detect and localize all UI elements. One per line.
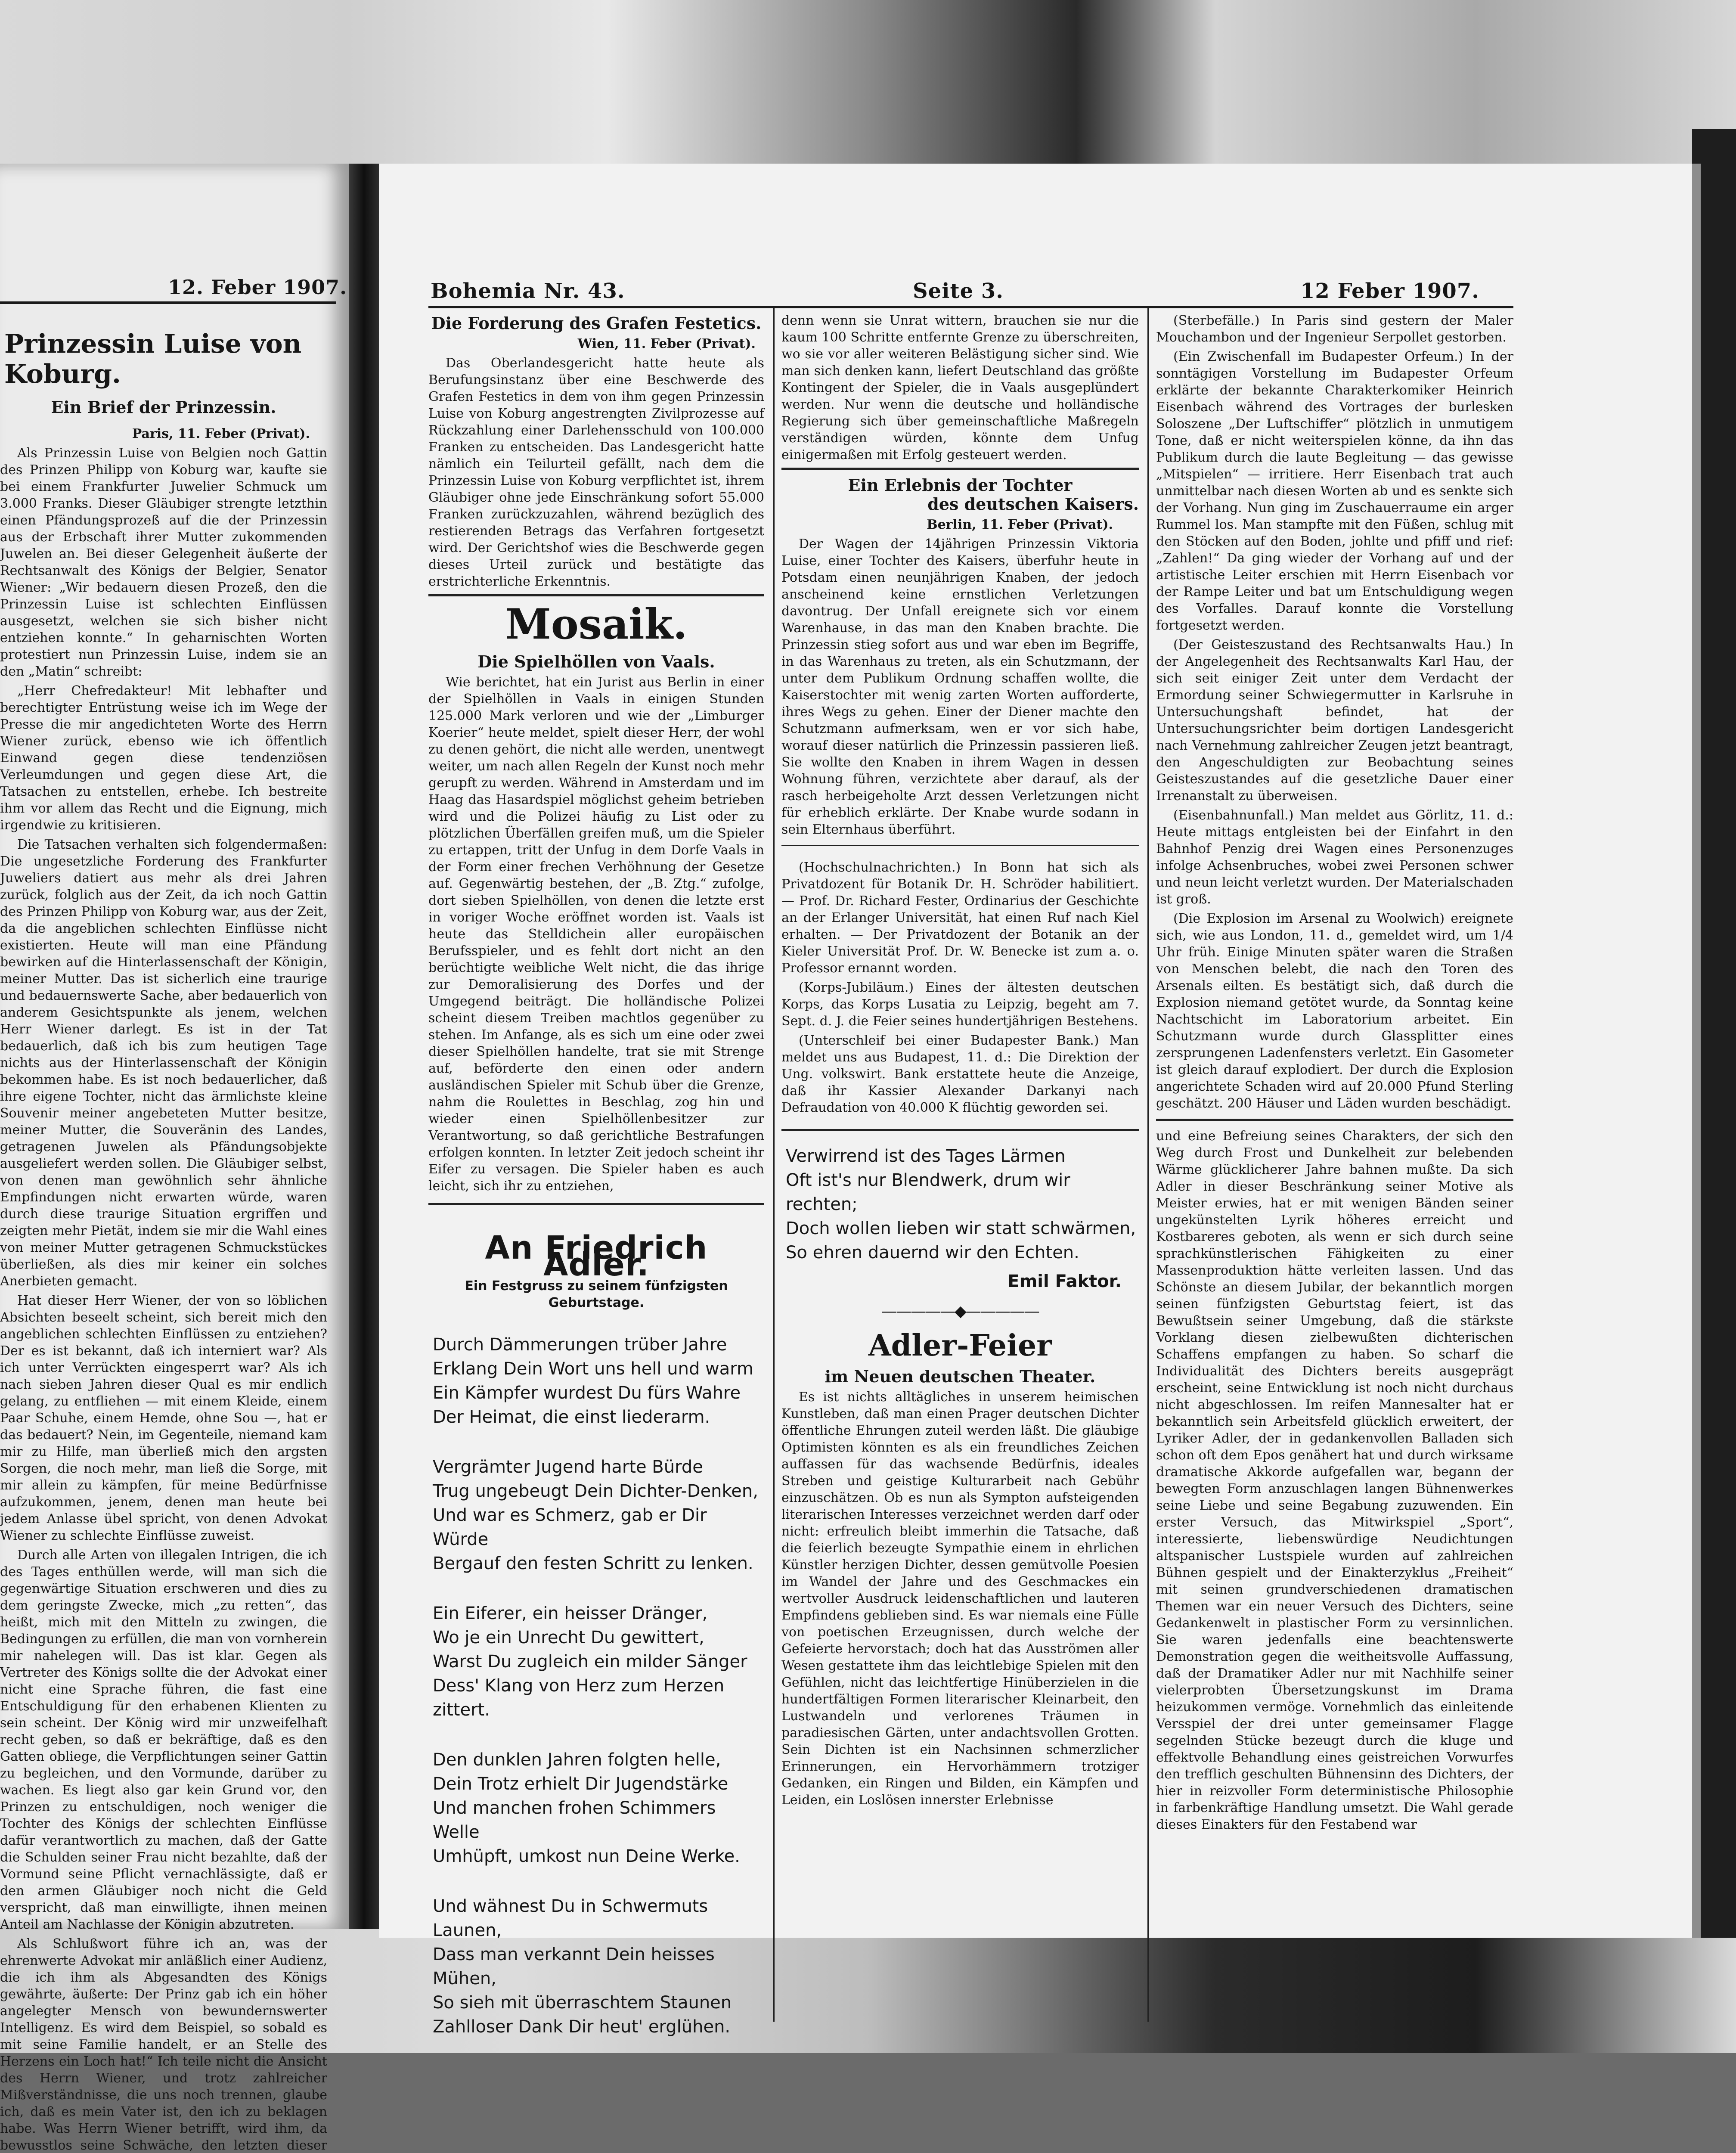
notice-eisenbahn: (Eisenbahnunfall.) Man meldet aus Görlitz, 11. d.: Heute mittags entgleisten bei der Einfahrt in den Bahnhof Penzig drei Wagen eines Personenzuges infolge Achsenbruches, wobei zwei Personen schwer und neun leicht verletzt wurden. Der Materialschaden ist groß. — [1156, 808, 1513, 907]
adler-continued: und eine Befreiung seines Charakters, der sich den Weg durch Frost und Dunkelheit zur belebenden Wärme glücklicherer Jahre bahnen mußte. Da sich Adler in dieser Beschränkung seiner Motive als Meister erwies, hat er mit wenigen Bänden seiner ungekünstelten Lyrik höheres erreicht und Kostbareres geboten, als wenn er sich durch seine sprachkünstlerischen Fähigkeiten zu einer Massenproduktion hätte verleiten lassen. Und das Schönste an diesem Jubilar, der bekanntlich morgen seinen fünfzigsten Geburtstag feiert, ist das Bewußtsein seiner Umgebung, daß die stärkste Vorklang diesen zielbewußten dichterischen Schaffens empfangen zu haben. So scharf die Individualität des Dichters bereits ausgeprägt erscheint, seine Entwicklung ist noch nicht durchaus nicht abgeschlossen. Im reifen Mannesalter hat er bekanntlich sein Arbeitsfeld glücklich erweitert, der Lyriker Adler, der in gedankenvollen Balladen sich schon oft dem Epos genähert hat und durch wirksame dramatische Akkorde aufgefallen war, begann der bewegten Form anzuschlagen langen Bühnenwerkes seine Liebe und seine Begabung zuzuwenden. Ein erster Versuch, das Mitwirkspiel „Sport“, interessierte, liebenswürdige Neudichtungen altspanischer Lustspiele wurden auf zahlreichen Bühnen gespielt und der Einakterzyklus „Freiheit“ mit seinen grundverschiedenen dramatischen Themen war ein neuer Versuch des Dichters, seine Gedankenwelt in plastischer Form zu versinnlichen. Sie waren jedenfalls eine beachtenswerte Demonstration gegen die weitheitsvolle Auffassung, daß der Dramatiker Adler nur mit Nachhilfe seiner vielerprobten Übersetzungskunst im Drama heizukommen vermöge. Vornehmlich das einleitende Versspiel der drei unter gemeinsamer Flagge segelnden Stücke bezeugt durch die kluge und effektvolle Behandlung eines geistreichen Vorwurfes den trefflich geschulten Bühnensinn des Dichters, der hier in reizvoller Form deterministische Philosophie in farbenkräftige Handlung umsetzt. Die Wahl gerade dieses Einakters für den Festabend war — [1156, 1129, 1513, 1832]
adler-title: Adler-Feier — [868, 1328, 1052, 1363]
poem-line: Trug ungebeugt Dein Dichter-Denken, — [433, 1481, 758, 1501]
notice-sterbefaelle: (Sterbefälle.) In Paris sind gestern der Maler Mouchambon und der Ingenieur Serpollet gestorben. — [1156, 313, 1513, 345]
section-rule — [428, 1203, 764, 1205]
column-rule-2 — [1147, 308, 1149, 2022]
poem-line: Ein Kämpfer wurdest Du fürs Wahre — [433, 1383, 741, 1403]
poem-line: Bergauf den festen Schritt zu lenken. — [433, 1554, 753, 1573]
poem-line: Vergrämter Jugend harte Bürde — [433, 1457, 703, 1477]
mosaik-title: Mosaik. — [505, 600, 688, 648]
header-rule — [428, 306, 1513, 308]
section-rule — [1156, 1119, 1513, 1121]
poem-line: Umhüpft, umkost nun Deine Werke. — [433, 1846, 740, 1866]
poem-line: Und manchen frohen Schimmers Welle — [433, 1798, 716, 1842]
poem-stanza — [433, 1601, 764, 1722]
poem-line: Doch wollen lieben wir statt schwärmen, — [786, 1219, 1136, 1238]
kaiser-dateline: Berlin, 11. Feber (Privat). — [927, 517, 1113, 532]
section-rule — [781, 468, 1139, 470]
kaiser-title-line2: des deutschen Kaisers. — [927, 494, 1139, 514]
notice-unterschleif: (Unterschleif bei einer Budapester Bank.) Man meldet uns aus Budapest, 11. d.: Die Direktion der Ung. volkswirt. Bank erstattete heute die Anzeige, daß ihr Kassier Alexander Darkanyi nach Defraudation von 40.000 K flüchtig geworden sei. — [781, 1033, 1139, 1115]
notice-hochschule: (Hochschulnachrichten.) In Bonn hat sich als Privatdozent für Botanik Dr. H. Schröder habilitiert. — Prof. Dr. Richard Fester, Ordinarius der Geschichte an der Erlanger Universität, hat einen Ruf nach Kiel erhalten. — Der Privatdozent der Botanik an der Kieler Universität Prof. Dr. W. Benecke ist zum a. o. Professor ernannt worden. — [781, 860, 1139, 976]
poem-line: Den dunklen Jahren folgten helle, — [433, 1750, 721, 1770]
poem-line: Der Heimat, die einst liederarm. — [433, 1407, 710, 1427]
poem-line: Dass man verkannt Dein heisses Mühen, — [433, 1945, 715, 1989]
notice-zwischenfall: (Ein Zwischenfall im Budapester Orfeum.) In der sonntägigen Vorstellung im Budapester Orfeum erklärte der bekannte Charakterkomiker Heinrich Eisenbach während des Vortrages der burlesken Soloszene „Der Luftschiffer“ plötzlich in unmutigem Tone, daß er nicht weiterspielen könne, da ihn das Publikum durch die laute Begleitung — das gewisse „Mitspielen“ — irritiere. Herr Eisenbach trat auch unmittelbar nach diesen Worten ab und es senkte sich der Vorhang. Nun ging im Zuschauerraume ein arger Rummel los. Man stampfte mit den Füßen, schlug mit den Stöcken auf den Boden, johlte und pfiff und rief: „Zahlen!“ Da ging wieder der Vorhang auf und der artistische Leiter erschien mit Herrn Eisenbach vor der Rampe Leiter und bat um Entschuldigung wegen des Vorfalles. Darauf konnte die Vorstellung fortgesetzt werden. — [1156, 349, 1513, 633]
left-paragraph: Durch alle Arten von illegalen Intrigen, die ich des Tages enthüllen werde, will man sich die gegenwärtige Situation erschweren und dies zu dem geringste Zwecke, mich „zu retten“, das heißt, mich mit den Mitteln zu zwingen, die Bedingungen zu erfüllen, die man von vornherein mir nahelegen will. Das ist klar. Gegen als Vertreter des Königs sollte die der Advokat einer nicht eine Sprache führen, die fast eine Entschuldigung für den erhabenen Klienten zu sein scheint. Der König wird mir unzweifelhaft recht geben, so daß er bekräftige, daß es den Gatten obliege, die Verpflichtungen seiner Gattin zu begleichen, und den Vormunde, darüber zu wachen. Es liegt also gar kein Grund vor, den Prinzen zu entschuldigen, noch weniger die Tochter des Königs der schlechten Einflüsse dafür verantwortlich zu machen, daß der Gatte die Schulden seiner Frau nicht bezahlte, daß der Vormund seine Pflicht vernachlässigte, daß er den armen Gläubiger noch nicht die Geld verspricht, daß man einwilligte, ihnen meinen Anteil am Nachlasse der Königin abzutreten. — [0, 1548, 327, 1932]
poem-stanza — [433, 1455, 764, 1576]
left-header-rule — [0, 301, 336, 304]
poem-stanza — [433, 1894, 764, 2039]
page-edge — [1692, 164, 1701, 1938]
poem-subtitle: Ein Festgruss zu seinem fünfzigsten Geburtstage. — [465, 1278, 728, 1310]
left-paragraph: Hat dieser Herr Wiener, der von so löblichen Absichten beseelt scheint, sich bereit mich den angeblichen schlechten Einflüssen zu entziehen? Der es ist bekannt, daß ich interniert war? Als ich unter Verrückten eingesperrt war? Als ich nach sieben Jahren dieser Qual es mir endlich gelang, zu entfliehen — mit einem Kleide, einem Paar Schuhe, einem Hemde, ohne Sou —, hat er das bedauert? Nein, im Gegenteile, niemand kam mir zu Hilfe, man überließ mich den argsten Sorgen, die noch mehr, man ließ die Sorge, mit mir allein zu kämpfen, für meine Bedürfnisse aufzukommen, jenem, denen man heute bei jedem Anlasse übel spricht, von denen Advokat Wiener zu schlechte Einflüsse zuweist. — [0, 1293, 327, 1543]
poem-stanza — [433, 1748, 764, 1868]
left-page — [0, 164, 349, 2153]
book-gutter — [349, 164, 379, 1929]
mosaik-continued: denn wenn sie Unrat wittern, brauchen sie nur die kaum 100 Schritte entfernte Grenze zu überschreiten, wo sie vor aller weiteren Belästigung sicher sind. Wie man sich denken kann, liefert Deutschland das größte Kontingent der Spieler, die in Vaals ausgeplündert werden. Nur wenn die deutsche und holländische Regierung sich über gemeinschaftliche Maßregeln verständigen würden, könnte dem Unfug einigermaßen mit Erfolg gesteuert werden. — [781, 313, 1139, 462]
notice-rule — [781, 845, 1139, 846]
poem-line: Wo je ein Unrecht Du gewittert, — [433, 1628, 704, 1647]
poem-line: Ein Eiferer, ein heisser Dränger, — [433, 1604, 708, 1623]
poem-final-verse — [786, 1144, 1139, 1265]
left-paragraph: Als Prinzessin Luise von Belgien noch Gattin des Prinzen Philipp von Koburg war, kaufte sie bei einem Frankfurter Juwelier Schmuck um 3.000 Franks. Dieser Gläubiger strengte letzthin einen Pfändungsprozeß auf die der Prinzessin aus der Erbschaft ihrer Mutter zukommenden Juwelen an. Bei dieser Gelegenheit äußerte der Rechtsanwalt des Königs der Belgier, Senator Wiener: „Wir bedauern diesen Prozeß, den die Prinzessin Luise ist schlechten Einflüssen ausgesetzt, welchen sie sich bisher nicht entziehen konnte.“ In geharnischten Worten protestiert nun Prinzessin Luise, indem sie an den „Matin“ schreibt: — [0, 446, 327, 679]
scan-background-top — [0, 0, 1736, 164]
newspaper-page — [379, 164, 1692, 2037]
column-1 — [428, 312, 764, 2037]
article-title-festetics: Die Forderung des Grafen Festetics. — [431, 313, 762, 333]
poem-line: Und war es Schmerz, gab er Dir Würde — [433, 1505, 707, 1549]
column-2 — [781, 312, 1139, 2017]
section-rule — [781, 1129, 1139, 1131]
left-article-title: Prinzessin Luise von Koburg. — [4, 329, 302, 389]
page-header-center: Seite 3. — [913, 279, 1004, 303]
poem-line: Durch Dämmerungen trüber Jahre — [433, 1335, 727, 1355]
kaiser-title-line1: Ein Erlebnis der Tochter — [848, 475, 1073, 495]
article-dateline-festetics: Wien, 11. Feber (Privat). — [577, 336, 756, 351]
article-text-festetics: Das Oberlandesgericht hatte heute als Berufungsinstanz über eine Beschwerde des Grafen Festetics in dem von ihm gegen Prinzessin Luise von Koburg angestrengten Zivilprozesse auf Rückzahlung einer Darlehensschuld von 100.000 Franken zu entscheiden. Das Landesgericht hatte nämlich ein Teilurteil gefällt, nach dem die Prinzessin Luise von Koburg verpflichtet ist, ihrem Gläubiger ohne jede Einschränkung sofort 55.000 Franken zurückzuzahlen, während bezüglich des restierenden Betrags das Verfahren fortgesetzt wird. Der Gerichtshof wies die Beschwerde gegen dieses Urteil zurück und bestätigte das erstrichterliche Erkenntnis. — [428, 356, 764, 589]
poem-line: Warst Du zugleich ein milder Sänger — [433, 1652, 747, 1672]
poem-line: Dein Trotz erhielt Dir Jugendstärke — [433, 1774, 728, 1794]
left-paragraph: „Herr Chefredakteur! Mit lebhafter und berechtigter Entrüstung weise ich im Wege der Presse die mir angedichteten Worte des Herrn Wiener zurück, ebenso wie ich öffentlich Einwand gegen diese tendenziösen Verleumdungen und gegen diese Art, die Tatsachen zu entstellen, erhebe. Ich bestreite ihm vor allem das Recht und die Eignung, mich irgendwie zu kritisieren. — [0, 683, 327, 833]
poem-stanza — [433, 1333, 764, 1429]
poem-line: Und wähnest Du in Schwermuts Launen, — [433, 1896, 708, 1940]
ornament-divider: —————◆————— — [881, 1303, 1039, 1320]
poem-title: An Friedrich Adler. — [485, 1229, 708, 1283]
poem-line: So ehren dauernd wir den Echten. — [786, 1243, 1079, 1263]
column-rule-1 — [773, 308, 775, 2022]
page-header-right: 12 Feber 1907. — [1300, 279, 1479, 303]
left-article-dateline: Paris, 11. Feber (Privat). — [132, 426, 310, 441]
section-rule — [428, 594, 764, 596]
page-header-left: Bohemia Nr. 43. — [431, 279, 625, 303]
poem-line: Oft ist's nur Blendwerk, drum wir rechten; — [786, 1170, 1070, 1214]
mosaik-subtitle: Die Spielhöllen von Vaals. — [477, 652, 715, 671]
left-article — [0, 327, 327, 2153]
left-paragraph: Als Schlußwort führe ich an, was der ehrenwerte Advokat mir anläßlich einer Audienz, die ich ihm als Abgesandten des Königs gewährte, äußerte: Der Prinz gab ich ein höher angelegter Mensch von bewundernswerter Intelligenz. Es wird dem Beispiel, so sobald es mit seine Familie handelt, er an Stelle des Herzens ein Loch hat!“ Ich teile nicht die Ansicht des Herrn Wiener, und trotz zahlreicher Mißverständnisse, die uns noch trennen, glaube ich, daß es mein Vater ist, den ich zu beklagen habe. Was Herrn Wiener betrifft, wird ihm, da bewusstlos seine Schwäche, den letzten dieser — [0, 1936, 327, 2153]
kaiser-text: Der Wagen der 14jährigen Prinzessin Viktoria Luise, einer Tochter des Kaisers, überfuhr heute in Potsdam einen neunjährigen Knaben, der jedoch anscheinend keine ernstlichen Verletzungen davontrug. Der Unfall ereignete sich vor einem Warenhause, in das man den Knaben brachte. Die Prinzessin stieg sofort aus und war eben im Begriffe, in das Warenhaus zu treten, als ein Schutzmann, der unter dem Publikum Ordnung schaffen wollte, die Kaiserstochter mit wenig zarten Worten aufforderte, ihres Wegs zu gehen. Einer der Diener machte den Schutzmann aufmerksam, wen er vor sich habe, worauf dieser natürlich die Prinzessin passieren ließ. Sie wollte den Knaben in ihrem Wagen in dessen Wohnung führen, verzichtete aber darauf, als der rasch herbeigeholte Arzt dessen Verletzungen nicht für erheblich erklärte. Der Knabe wurde sodann in sein Elternhaus überführt. — [781, 537, 1139, 837]
left-article-subtitle: Ein Brief der Prinzessin. — [51, 397, 276, 417]
mosaik-text: Wie berichtet, hat ein Jurist aus Berlin in einer der Spielhöllen in Vaals in einigen Stunden 125.000 Mark verloren und wie der „Limburger Koerier“ heute meldet, spielt dieser Herr, der wohl zu denen gehört, die nicht alle werden, unentwegt weiter, um nach allen Regeln der Kunst noch mehr gerupft zu werden. Während in Amsterdam und im Haag das Hasardspiel möglichst geheim betrieben wird und die Polizei häufig zu List oder zu plötzlichen Überfällen greifen muß, um die Spieler zu ertappen, tritt der Unfug in dem Dorfe Vaals in der Form einer frechen Verhöhnung der Gesetze auf. Gegenwärtig bestehen, der „B. Ztg.“ zufolge, dort sieben Spielhöllen, von denen die letzte erst in voriger Woche eröffnet worden ist. Vaals ist heute das Stelldichein aller europäischen Berufsspieler, und es fehlt dort nicht an den berüchtigte weibliche Welt nicht, die das ihrige zur Demoralisierung des Dorfes und der Umgegend beiträgt. Die holländische Polizei scheint diesem Treiben machtlos gegenüber zu stehen. Im Anfange, als es sich um eine oder zwei dieser Spielhöllen handelte, trat sie mit Strenge auf, beförderte den einen oder andern ausländischen Spieler mit Schub über die Grenze, nahm die Roulettes in Beschlag, zog hin und wieder einen Spielhöllenbesitzer zur Verantwortung, so daß gerichtliche Bestrafungen erfolgen konnten. In letzter Zeit jedoch scheint ihr Eifer zu versagen. Die Spieler haben es auch leicht, sich ihr zu entziehen, — [428, 675, 764, 1194]
poem-line: So sieh mit überraschtem Staunen — [433, 1993, 732, 2013]
poem-line: Zahlloser Dank Dir heut' erglühen. — [433, 2017, 731, 2037]
poem-line: Dess' Klang von Herz zum Herzen zittert. — [433, 1676, 725, 1720]
adler-subtitle: im Neuen deutschen Theater. — [825, 1367, 1096, 1386]
notice-explosion: (Die Explosion im Arsenal zu Woolwich) ereignete sich, wie aus London, 11. d., gemeldet wird, um 1/4 Uhr früh. Einige Minuten später waren die Straßen von Menschen belebt, die nach den Toren des Arsenals eilten. Es bestätigt sich, daß durch die Explosion niemand getötet wurde, da Sonntag keine Nachtschicht im Laboratorium arbeitet. Ein Schutzmann wurde durch Glassplitter eines zersprungenen Ladenfensters verletzt. Ein Gasometer ist gleich darauf explodiert. Der durch die Explosion angerichtete Schaden wird auf 20.000 Pfund Sterling geschätzt. 200 Häuser und Läden wurden beschädigt. — [1156, 911, 1513, 1111]
notice-korps: (Korps-Jubiläum.) Eines der ältesten deutschen Korps, das Korps Lusatia zu Leipzig, begeht am 7. Sept. d. J. die Feier seines hundertjährigen Bestehens. — [781, 980, 1139, 1029]
left-header-date: 12. Feber 1907. — [168, 276, 347, 299]
poem-signature: Emil Faktor. — [1008, 1272, 1122, 1291]
poem-line: Verwirrend ist des Tages Lärmen — [786, 1146, 1066, 1166]
adler-text: Es ist nichts alltägliches in unserem heimischen Kunstleben, daß man einen Prager deutschen Dichter öffentliche Ehrungen zuteil werden läßt. Die gläubige Optimisten könnten es als ein freundliches Zeichen auffassen für das wachsende Bedürfnis, ideales Streben und geistige Kulturarbeit nach Gebühr einzuschätzen. Ob es nun als Sympton aufsteigenden literarischen Interesses verzeichnet werden darf oder nicht: erfreulich bleibt immerhin die Tatsache, daß die feierlich bezeugte Sympathie einem in ehrlichen Künstler herzigen Dichter, dessen gemütvolle Poesien im Wandel der Jahre und des Geschmackes ein wertvoller Ausdruck leidenschaftlichen und lauteren Empfindens geblieben sind. Es war niemals eine Fülle von poetischen Erzeugnissen, durch welche der Gefeierte hervorstach; doch hat das Ausströmen aller Wesen gestattete ihm das leichtlebige Spielen mit den Gefühlen, nicht das leichtfertige Hinüberzielen in die hundertfältigen Formen literarischer Kleinarbeit, den Lustwandeln und verlorenes Träumen in paradiesischen Gärten, unter andachtsvollen Grotten. Sein Dichten ist ein Nachsinnen schmerzlicher Erinnerungen, ein Hervorhämmern trotziger Gedanken, ein Ringen und Bilden, ein Kämpfen und Leiden, ein Loslösen innerster Erlebnisse — [781, 1390, 1139, 1808]
notice-hau: (Der Geisteszustand des Rechtsanwalts Hau.) In der Angelegenheit des Rechtsanwalts Karl Hau, der sich seit einiger Zeit unter dem Verdacht der Ermordung seiner Schwiegermutter in Karlsruhe in Untersuchungshaft befindet, hat der Untersuchungsrichter beim dortigen Landesgericht nach Vernehmung zahlreicher Zeugen jetzt beantragt, den Angeschuldigten zur Beobachtung seines Geisteszustandes auf die gesetzliche Dauer einer Irrenanstalt zu überweisen. — [1156, 637, 1513, 803]
poem-line: Erklang Dein Wort uns hell und warm — [433, 1359, 753, 1379]
column-3 — [1156, 312, 1513, 2017]
left-paragraph: Die Tatsachen verhalten sich folgendermaßen: Die ungesetzliche Forderung des Frankfurter Juweliers datiert aus mehr als drei Jahren zurück, folglich aus der Zeit, da ich noch Gattin des Prinzen Philipp von Koburg war, aus der Zeit, da die angeblichen schlechten Einflüsse nicht existierten. Heute will man eine Pfändung bewirken auf die Hinterlassenschaft der Königin, meiner Mutter. Das ist sicherlich eine traurige und bedauernswerte Sache, aber bedauerlich von anderem Gesichtspunkte als jenem, welchen Herr Wiener darlegt. Es ist in der Tat bedauerlich, daß ich bis zum heutigen Tage nichts aus der Hinterlassenschaft der Königin bekommen habe. Es ist noch bedauerlicher, daß ihre eigene Tochter, nicht das ärmlichste kleine Souvenir meiner angebeteten Mutter besitze, meiner Mutter, die Souveränin des Landes, getragenen Juwelen als Pfändungsobjekte ausgeliefert werden sollen. Die Gläubiger selbst, von denen man gewöhnlich sehr ähnliche Empfindungen nicht erwarten würde, waren durch diese traurige Situation ergriffen und zeigten mehr Pietät, indem sie mir die Wahl eines von meiner Mutter getragenen Schmuckstückes überließen, als dies mir keiner ein solches Anerbieten gemacht. — [0, 837, 327, 1289]
